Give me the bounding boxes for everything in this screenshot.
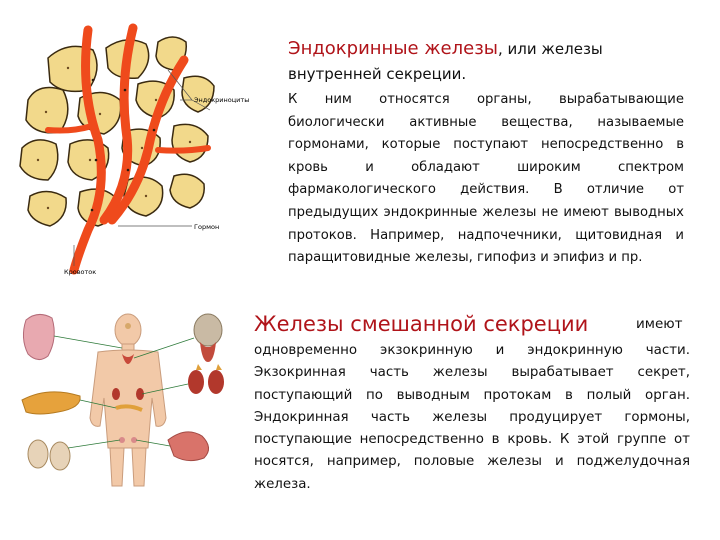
organ-kidneys xyxy=(188,364,224,394)
label-hormone: Гормон xyxy=(194,223,220,231)
organ-thyroid xyxy=(194,314,222,362)
endocrine-paragraph: К ним относятся органы, вырабатывающие биологически активные вещества, называемые гормонами, которые поступают непосредственно в кровь и обладают широким спектром фармакологического действия. В отличие от предыдущих эндокринные железы не имеют выводных протоков. Например, надпочечники, щитовидная и паращитовидные железы, гипофиз и эпифиз и пр. xyxy=(288,92,684,266)
mixed-secretion-title-tail: имеют xyxy=(636,316,683,332)
endocrine-cells-diagram xyxy=(8,20,278,280)
mixed-secretion-title: Железы смешанной секреции xyxy=(254,312,589,336)
label-bloodstream: Кровоток xyxy=(64,268,97,276)
endocrine-title-red: Эндокринные железы xyxy=(288,38,498,59)
organ-uterus xyxy=(23,314,54,359)
mixed-glands-diagram xyxy=(18,308,250,488)
endocrine-title xyxy=(288,36,688,62)
organ-ovaries xyxy=(168,432,209,461)
organ-pancreas xyxy=(22,392,80,414)
organ-testes xyxy=(28,440,70,470)
endocrine-subtitle: внутренней секреции. xyxy=(288,65,467,83)
mixed-secretion-paragraph: одновременно экзокринную и эндокринную части. Экзокринная часть железы вырабатывает секрет, поступающий по выводным протокам в полый орган. Эндокринная часть железы продуцирует гормоны, поступающие непосредственно в кровь. К этой группе от носятся, например, половые железы и поджелудочная железа. xyxy=(254,343,690,492)
endocrine-title-rest: , или железы xyxy=(498,40,603,58)
human-body-silhouette xyxy=(90,314,166,486)
label-endocrinocytes: Эндокриноциты xyxy=(194,96,250,104)
